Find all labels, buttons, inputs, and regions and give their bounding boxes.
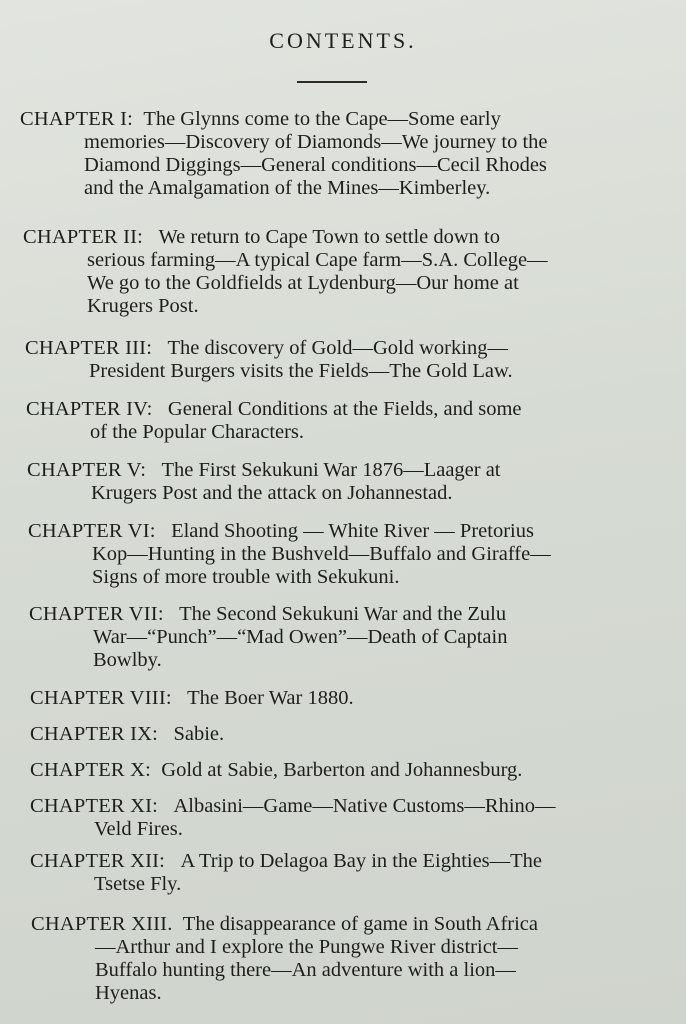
chapter-line: Kop—Hunting in the Bushveld—Buffalo and Giraffe— [92, 543, 551, 565]
chapter-label: CHAPTER X: [30, 759, 152, 781]
chapter-line: serious farming—A typical Cape farm—S.A. College— [87, 249, 548, 271]
chapter-text: We return to Cape Town to settle down to [158, 226, 501, 248]
chapter-line [31, 913, 631, 936]
chapter-line [20, 108, 644, 131]
chapter-line [25, 337, 643, 360]
chapter-label: CHAPTER XI: [30, 795, 159, 817]
chapter-text: The discovery of Gold—Gold working— [167, 337, 508, 359]
chapter-line [23, 226, 643, 249]
chapter-line [28, 520, 638, 543]
chapter-label: CHAPTER I: [20, 108, 134, 130]
chapter-line: War—“Punch”—“Mad Owen”—Death of Captain [93, 626, 508, 648]
chapter-line: and the Amalgamation of the Mines—Kimberley. [84, 177, 491, 199]
chapter-text: Sabie. [173, 723, 225, 745]
chapter-line: Hyenas. [95, 982, 162, 1004]
chapter-line: of the Popular Characters. [90, 421, 305, 443]
chapter-text: The Boer War 1880. [187, 687, 354, 709]
chapter-entry-3 [25, 337, 643, 383]
chapter-line [27, 459, 639, 482]
chapter-text: The Glynns come to the Cape—Some early [143, 108, 501, 130]
chapter-line: Krugers Post and the attack on Johannestad. [91, 482, 453, 504]
chapter-line: memories—Discovery of Diamonds—We journey to the [84, 131, 548, 153]
chapter-line: Bowlby. [93, 649, 162, 671]
chapter-text: A Trip to Delagoa Bay in the Eighties—The [180, 850, 543, 872]
chapter-entry-7 [29, 603, 637, 672]
chapter-entry-9 [30, 723, 636, 746]
chapter-entry-1 [20, 108, 644, 200]
chapter-entry-2 [23, 226, 643, 318]
chapter-label: CHAPTER IX: [30, 723, 159, 745]
chapter-text: The disappearance of game in South Africa [182, 913, 538, 935]
page-title: CONTENTS. [269, 28, 417, 53]
chapter-line: Diamond Diggings—General conditions—Cecil Rhodes [84, 154, 547, 176]
chapter-entry-11 [30, 795, 636, 841]
chapter-label: CHAPTER XII: [30, 850, 166, 872]
chapter-label: CHAPTER II: [23, 226, 144, 248]
chapter-line: Buffalo hunting there—An adventure with a lion— [95, 959, 516, 981]
chapter-entry-4 [26, 398, 640, 444]
chapter-line: Signs of more trouble with Sekukuni. [92, 566, 400, 588]
chapter-line: Krugers Post. [87, 295, 199, 317]
chapter-label: CHAPTER V: [27, 459, 147, 481]
chapter-text: The First Sekukuni War 1876—Laager at [161, 459, 501, 481]
chapter-line: President Burgers visits the Fields—The Gold Law. [89, 360, 513, 382]
chapter-entry-13 [31, 913, 631, 1005]
chapter-line [30, 759, 636, 782]
chapter-line [30, 795, 636, 818]
chapter-line [29, 603, 637, 626]
chapter-entry-5 [27, 459, 639, 505]
chapter-text: Eland Shooting — White River — Pretorius [171, 520, 534, 542]
chapter-line: —Arthur and I explore the Pungwe River district— [95, 936, 519, 958]
chapter-line [30, 723, 636, 746]
chapter-line [26, 398, 640, 421]
chapter-entry-8 [30, 687, 636, 710]
chapter-text: The Second Sekukuni War and the Zulu [179, 603, 507, 625]
chapter-line [30, 687, 636, 710]
chapter-entry-6 [28, 520, 638, 589]
chapter-entry-12 [30, 850, 634, 896]
chapter-label: CHAPTER VII: [29, 603, 164, 625]
chapter-entry-10 [30, 759, 636, 782]
chapter-text: General Conditions at the Fields, and some [167, 398, 522, 420]
chapter-line: Tsetse Fly. [94, 873, 182, 895]
chapter-text: Gold at Sabie, Barberton and Johannesburg. [161, 759, 523, 781]
chapter-line: Veld Fires. [94, 818, 183, 840]
chapter-label: CHAPTER VIII: [30, 687, 172, 709]
chapter-label: CHAPTER IV: [26, 398, 153, 420]
title-rule-divider [297, 81, 367, 83]
chapter-label: CHAPTER VI: [28, 520, 156, 542]
chapter-text: Albasini—Game—Native Customs—Rhino— [173, 795, 556, 817]
chapter-label: CHAPTER XIII. [31, 913, 173, 935]
chapter-label: CHAPTER III: [25, 337, 153, 359]
chapter-line [30, 850, 634, 873]
chapter-line: We go to the Goldfields at Lydenburg—Our home at [87, 272, 519, 294]
